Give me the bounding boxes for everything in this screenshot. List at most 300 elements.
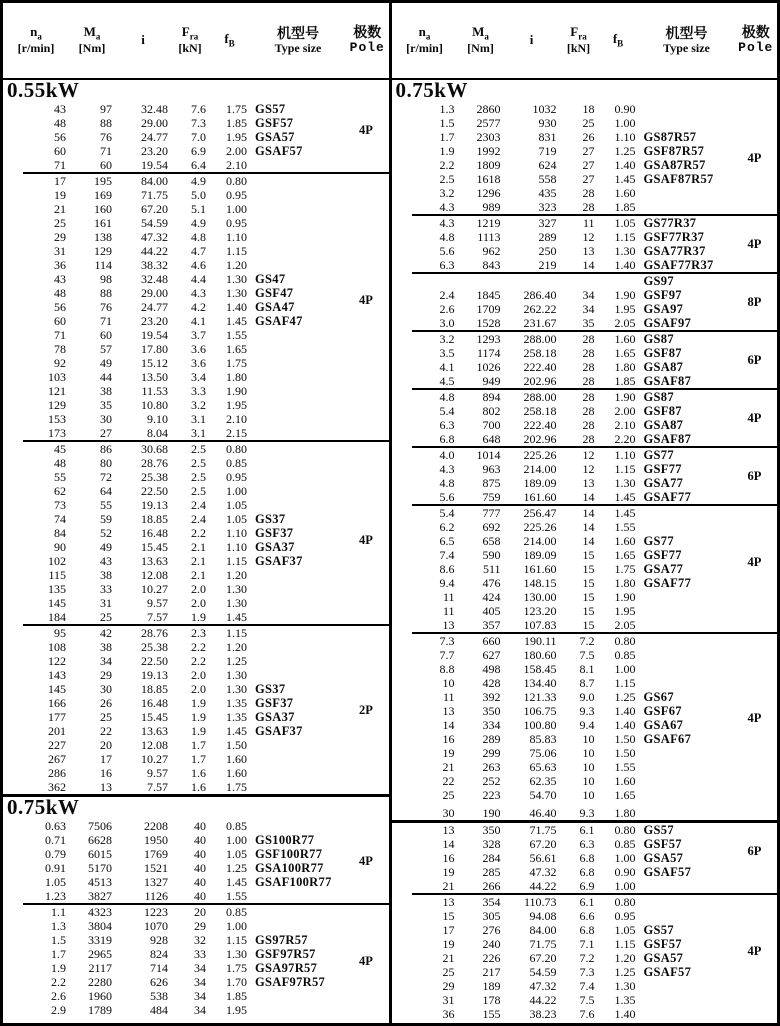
model-cell: GSA67: [643, 718, 684, 732]
ma-cell: 2280: [88, 975, 112, 989]
ma-cell: 428: [482, 676, 501, 690]
spec-row: [392, 774, 778, 788]
fra-cell: 2.1: [191, 554, 206, 568]
header-main-label: 机型号: [665, 25, 708, 42]
model-cell: [250, 244, 346, 258]
fb-cell: 1.30: [226, 286, 247, 300]
pole-cell: [346, 975, 389, 989]
spec-row: [3, 102, 389, 116]
fb-cell: 1.15: [226, 554, 247, 568]
fb-cell: 1.00: [614, 662, 636, 676]
ma-cell: 305: [482, 909, 501, 923]
fra-cell: 14: [582, 258, 595, 272]
na-cell: 6.5: [439, 534, 455, 548]
spec-row: [3, 286, 389, 300]
i-cell: 56.61: [529, 851, 557, 865]
i-cell: 13.63: [141, 554, 168, 568]
header-main-label: $f_B$: [612, 31, 624, 49]
fra-cell: 2.2: [191, 640, 206, 654]
fb-cell: 0.85: [226, 905, 247, 919]
fra-cell: 10: [582, 746, 595, 760]
header-main-label: 极数: [353, 24, 382, 41]
fra-cell: 28: [582, 360, 595, 374]
ma-cell: 49: [100, 540, 112, 554]
ma-cell: 963: [482, 462, 501, 476]
i-cell: 13.63: [141, 724, 168, 738]
header-main-label: $M_a$: [472, 24, 489, 42]
spec-row: [3, 498, 389, 512]
spec-row: [392, 788, 778, 802]
fra-cell: 15: [582, 618, 595, 632]
fb-cell: 1.95: [226, 1003, 247, 1017]
pole-cell: [346, 596, 389, 610]
fra-cell: 1.9: [191, 610, 206, 624]
i-cell: 23.20: [141, 144, 168, 158]
model-cell: [250, 442, 346, 456]
model-cell: GSAF57: [255, 144, 303, 158]
i-cell: 9.57: [147, 766, 168, 780]
fra-cell: 6.8: [579, 923, 595, 937]
na-cell: 74: [54, 512, 66, 526]
spec-row: [392, 937, 778, 951]
na-cell: 21: [442, 879, 455, 893]
fb-cell: 0.95: [226, 216, 247, 230]
i-cell: 134.40: [523, 676, 557, 690]
fra-cell: 2.5: [191, 442, 206, 456]
ma-cell: 44: [100, 370, 112, 384]
fra-cell: 4.4: [191, 272, 206, 286]
spec-row: [392, 965, 778, 979]
na-cell: 362: [48, 780, 66, 794]
ma-cell: 2117: [88, 961, 112, 975]
model-cell: [639, 895, 735, 909]
pole-cell: [346, 144, 389, 158]
na-cell: 4.5: [439, 374, 455, 388]
spec-row: [3, 230, 389, 244]
na-cell: 7.4: [439, 548, 455, 562]
ma-cell: 759: [482, 490, 501, 504]
fra-cell: 4.6: [191, 258, 206, 272]
ma-cell: 25: [100, 610, 112, 624]
spec-row: [3, 244, 389, 258]
na-cell: 43: [54, 272, 66, 286]
pole-value: 4P: [359, 533, 373, 547]
na-cell: 36: [54, 258, 66, 272]
model-cell: GS97R57: [255, 933, 308, 947]
i-cell: 46.40: [529, 806, 557, 820]
na-cell: 56: [54, 130, 66, 144]
fb-cell: 1.25: [226, 654, 247, 668]
pole-cell: [735, 186, 778, 200]
na-cell: 13: [442, 618, 455, 632]
na-cell: 1.5: [439, 116, 455, 130]
ma-cell: 692: [482, 520, 501, 534]
spec-row: [3, 780, 389, 794]
fb-cell: 1.10: [226, 540, 247, 554]
fra-cell: 6.1: [579, 895, 595, 909]
spec-row: [3, 766, 389, 780]
ma-cell: 1026: [476, 360, 501, 374]
spec-row: [3, 626, 389, 640]
spec-row: [3, 470, 389, 484]
na-cell: 9.4: [439, 576, 455, 590]
spec-row: [392, 704, 778, 718]
ma-cell: 30: [100, 682, 112, 696]
spec-row: [3, 328, 389, 342]
pole-cell: [346, 889, 389, 903]
spec-row: [392, 576, 778, 590]
ma-cell: 777: [482, 506, 501, 520]
model-cell: GSAF47: [255, 314, 303, 328]
pole-cell: [735, 374, 778, 388]
fra-cell: 3.1: [191, 412, 206, 426]
model-cell: [250, 412, 346, 426]
fb-cell: 1.30: [226, 272, 247, 286]
fb-cell: 1.15: [614, 676, 636, 690]
pole-cell: [735, 746, 778, 760]
pole-cell: [346, 752, 389, 766]
fb-cell: 2.10: [614, 418, 636, 432]
model-cell: [250, 398, 346, 412]
i-cell: 10.27: [141, 582, 168, 596]
fb-cell: 2.15: [226, 426, 247, 440]
i-cell: 65.63: [529, 760, 557, 774]
fb-cell: 1.45: [226, 314, 247, 328]
spec-row: [392, 760, 778, 774]
fb-cell: 1.45: [226, 610, 247, 624]
spec-row: [3, 933, 389, 947]
i-cell: 202.96: [523, 432, 557, 446]
pole-cell: [735, 432, 778, 446]
ma-cell: 17: [100, 752, 112, 766]
i-cell: 1223: [144, 905, 168, 919]
pole-cell: [346, 654, 389, 668]
ma-cell: 30: [100, 412, 112, 426]
i-cell: 32.48: [141, 102, 168, 116]
na-cell: 60: [54, 314, 66, 328]
ma-cell: 498: [482, 662, 501, 676]
model-cell: GS57: [643, 923, 674, 937]
model-cell: [250, 230, 346, 244]
model-cell: GSAF77R37: [643, 258, 714, 272]
model-cell: [250, 484, 346, 498]
fra-cell: 34: [194, 1003, 206, 1017]
na-cell: 135: [48, 582, 66, 596]
pole-value: 8P: [747, 295, 762, 309]
ma-cell: 86: [100, 442, 112, 456]
spec-row: [392, 476, 778, 490]
ma-cell: 1528: [476, 316, 501, 330]
pole-cell: [346, 158, 389, 172]
na-cell: 60: [54, 144, 66, 158]
fra-cell: 28: [582, 418, 595, 432]
ma-cell: 289: [482, 732, 501, 746]
pole-cell: [735, 200, 778, 214]
ma-cell: 802: [482, 404, 501, 418]
pole-cell: [346, 384, 389, 398]
i-cell: 9.10: [147, 412, 168, 426]
ma-cell: 49: [100, 356, 112, 370]
fra-cell: 25: [582, 116, 595, 130]
pole-cell: [735, 690, 778, 704]
model-cell: GS57: [255, 102, 286, 116]
na-cell: 10: [442, 676, 455, 690]
model-cell: [250, 610, 346, 624]
spec-row: [3, 174, 389, 188]
ma-cell: 1113: [477, 230, 501, 244]
pole-cell: [735, 909, 778, 923]
na-cell: 122: [48, 654, 66, 668]
column-header-ma: [69, 25, 115, 56]
pole-value: 4P: [359, 854, 373, 868]
fra-cell: 1.7: [191, 752, 206, 766]
spec-row: [392, 590, 778, 604]
i-cell: 9.57: [147, 596, 168, 610]
spec-block: [392, 102, 778, 214]
na-cell: 11: [442, 590, 455, 604]
i-cell: 714: [150, 961, 168, 975]
header-unit-label: [Nm]: [78, 41, 106, 56]
fra-cell: 7.6: [579, 1007, 595, 1021]
na-cell: 4.8: [439, 230, 455, 244]
model-cell: [639, 116, 735, 130]
fb-cell: [598, 274, 639, 288]
spec-row: [3, 512, 389, 526]
column-header-fra: [171, 25, 209, 56]
model-cell: GSAF37: [255, 554, 303, 568]
fra-cell: 40: [194, 889, 206, 903]
na-cell: 48: [54, 116, 66, 130]
ma-cell: 38: [100, 384, 112, 398]
model-cell: GSF87: [643, 346, 682, 360]
ma-cell: 7506: [88, 819, 112, 833]
spec-row: [3, 554, 389, 568]
model-cell: [639, 634, 735, 648]
i-cell: 94.08: [529, 909, 557, 923]
ma-cell: 4323: [88, 905, 112, 919]
fb-cell: 2.10: [226, 158, 247, 172]
spec-block: [392, 634, 778, 820]
ma-cell: 392: [482, 690, 501, 704]
fb-cell: 0.90: [614, 102, 636, 116]
model-cell: [250, 752, 346, 766]
spec-row: [3, 596, 389, 610]
fra-cell: 35: [582, 316, 595, 330]
model-cell: GSA77: [643, 562, 684, 576]
model-cell: GSF37: [255, 526, 294, 540]
i-cell: 29.00: [141, 116, 168, 130]
i-cell: 84.00: [141, 174, 168, 188]
spec-row: [3, 668, 389, 682]
pole-cell: [735, 506, 778, 520]
pole-cell: [735, 788, 778, 802]
header-main-label: $F_{ra}$: [570, 24, 587, 42]
ma-cell: 57: [100, 342, 112, 356]
model-cell: GSF77: [643, 548, 682, 562]
fb-cell: 1.85: [614, 200, 636, 214]
i-cell: 29.00: [141, 286, 168, 300]
i-cell: 30.68: [141, 442, 168, 456]
ma-cell: 3804: [88, 919, 112, 933]
fb-cell: 1.75: [226, 356, 247, 370]
i-cell: 47.32: [529, 979, 557, 993]
spec-row: [392, 102, 778, 116]
pole-cell: [735, 316, 778, 330]
model-cell: [250, 188, 346, 202]
spec-row: [3, 975, 389, 989]
spec-row: [392, 404, 778, 418]
model-cell: [639, 979, 735, 993]
spec-row: [3, 889, 389, 903]
na-cell: 13: [442, 895, 455, 909]
spec-row: [3, 526, 389, 540]
model-cell: [250, 470, 346, 484]
model-cell: [250, 216, 346, 230]
fb-cell: 1.25: [614, 965, 636, 979]
fb-cell: 1.65: [614, 548, 636, 562]
table-body: [392, 80, 778, 1023]
fb-cell: 1.30: [614, 979, 636, 993]
spec-row: [3, 989, 389, 1003]
spec-row: [392, 823, 778, 837]
na-cell: 15: [442, 909, 455, 923]
model-cell: [250, 919, 346, 933]
i-cell: 38.23: [529, 1007, 557, 1021]
i-cell: 19.54: [141, 328, 168, 342]
i-cell: 12.08: [141, 568, 168, 582]
spec-row: [392, 676, 778, 690]
spec-row: [392, 130, 778, 144]
spec-row: [392, 186, 778, 200]
i-cell: 7.57: [147, 780, 168, 794]
ma-cell: 357: [482, 618, 501, 632]
pole-cell: [346, 412, 389, 426]
spec-row: [3, 258, 389, 272]
fb-cell: 1.55: [226, 889, 247, 903]
pole-value: 4P: [359, 293, 373, 307]
fb-cell: 2.20: [614, 432, 636, 446]
fra-cell: 2.0: [191, 682, 206, 696]
ma-cell: 511: [482, 562, 501, 576]
na-cell: 1.3: [51, 919, 66, 933]
fra-cell: 9.3: [579, 704, 595, 718]
fra-cell: 9.4: [579, 718, 595, 732]
ma-cell: 129: [94, 244, 112, 258]
fra-cell: 14: [582, 520, 595, 534]
model-cell: [250, 370, 346, 384]
fb-cell: 1.90: [614, 590, 636, 604]
fra-cell: 2.1: [191, 568, 206, 582]
na-cell: [392, 274, 458, 288]
ma-cell: 226: [482, 951, 501, 965]
na-cell: 145: [48, 596, 66, 610]
i-cell: 47.32: [141, 230, 168, 244]
spec-row: [3, 216, 389, 230]
fb-cell: 1.00: [226, 833, 247, 847]
ma-cell: 76: [100, 300, 112, 314]
fra-cell: 9.0: [579, 690, 595, 704]
fra-cell: 7.2: [579, 951, 595, 965]
na-cell: 115: [48, 568, 66, 582]
column-header-ma: [458, 25, 504, 56]
fra-cell: 4.9: [191, 174, 206, 188]
i-cell: 18.85: [141, 512, 168, 526]
fb-cell: 1.25: [614, 144, 636, 158]
model-cell: [250, 384, 346, 398]
fb-cell: 1.60: [614, 774, 636, 788]
ma-cell: 263: [482, 760, 501, 774]
na-cell: 8.8: [439, 662, 455, 676]
fb-cell: 1.50: [226, 738, 247, 752]
fb-cell: 1.45: [614, 490, 636, 504]
fb-cell: 1.05: [614, 216, 636, 230]
pole-cell: [735, 774, 778, 788]
fb-cell: 1.75: [226, 961, 247, 975]
i-cell: 19.13: [141, 668, 168, 682]
model-cell: GSF87R57: [643, 144, 705, 158]
spec-block: [392, 274, 778, 330]
na-cell: 3.5: [439, 346, 455, 360]
spec-block: [3, 905, 389, 1017]
spec-row: [392, 158, 778, 172]
pole-cell: [346, 554, 389, 568]
fb-cell: 1.00: [226, 202, 247, 216]
fb-cell: 1.10: [226, 526, 247, 540]
na-cell: 25: [442, 965, 455, 979]
pole-cell: [346, 272, 389, 286]
fb-cell: 1.95: [226, 130, 247, 144]
model-cell: GSF57: [643, 837, 682, 851]
fb-cell: 1.55: [614, 760, 636, 774]
na-cell: 6.3: [439, 258, 455, 272]
ma-cell: 894: [482, 390, 501, 404]
model-cell: GSAF57: [643, 965, 692, 979]
power-section-title: 0.55kW: [7, 78, 80, 102]
i-cell: 250: [538, 244, 557, 258]
na-cell: 3.2: [439, 186, 455, 200]
ma-cell: 660: [482, 634, 501, 648]
fra-cell: 4.8: [191, 230, 206, 244]
spec-row: [3, 300, 389, 314]
i-cell: 32.48: [141, 272, 168, 286]
spec-row: [392, 993, 778, 1007]
table-body: [3, 80, 389, 1023]
fb-cell: 1.95: [226, 398, 247, 412]
model-cell: GSF87: [643, 404, 682, 418]
model-cell: GSF57: [255, 116, 294, 130]
fra-cell: 3.6: [191, 342, 206, 356]
model-cell: GSF67: [643, 704, 682, 718]
fra-cell: 32: [194, 933, 206, 947]
fb-cell: 2.00: [226, 144, 247, 158]
spec-row: [3, 356, 389, 370]
pole-cell: [735, 993, 778, 1007]
ma-cell: 658: [482, 534, 501, 548]
i-cell: 626: [150, 975, 168, 989]
ma-cell: 276: [482, 923, 501, 937]
na-cell: 7.3: [439, 634, 455, 648]
column-header-typesize: [639, 26, 735, 56]
spec-row: [392, 506, 778, 520]
ma-cell: 285: [482, 865, 501, 879]
fb-cell: 2.10: [226, 412, 247, 426]
fra-cell: 3.2: [191, 398, 206, 412]
i-cell: 1950: [144, 833, 168, 847]
ma-cell: 1992: [476, 144, 501, 158]
right-table: [392, 3, 778, 1023]
na-cell: 108: [48, 640, 66, 654]
model-cell: GS87: [643, 390, 674, 404]
